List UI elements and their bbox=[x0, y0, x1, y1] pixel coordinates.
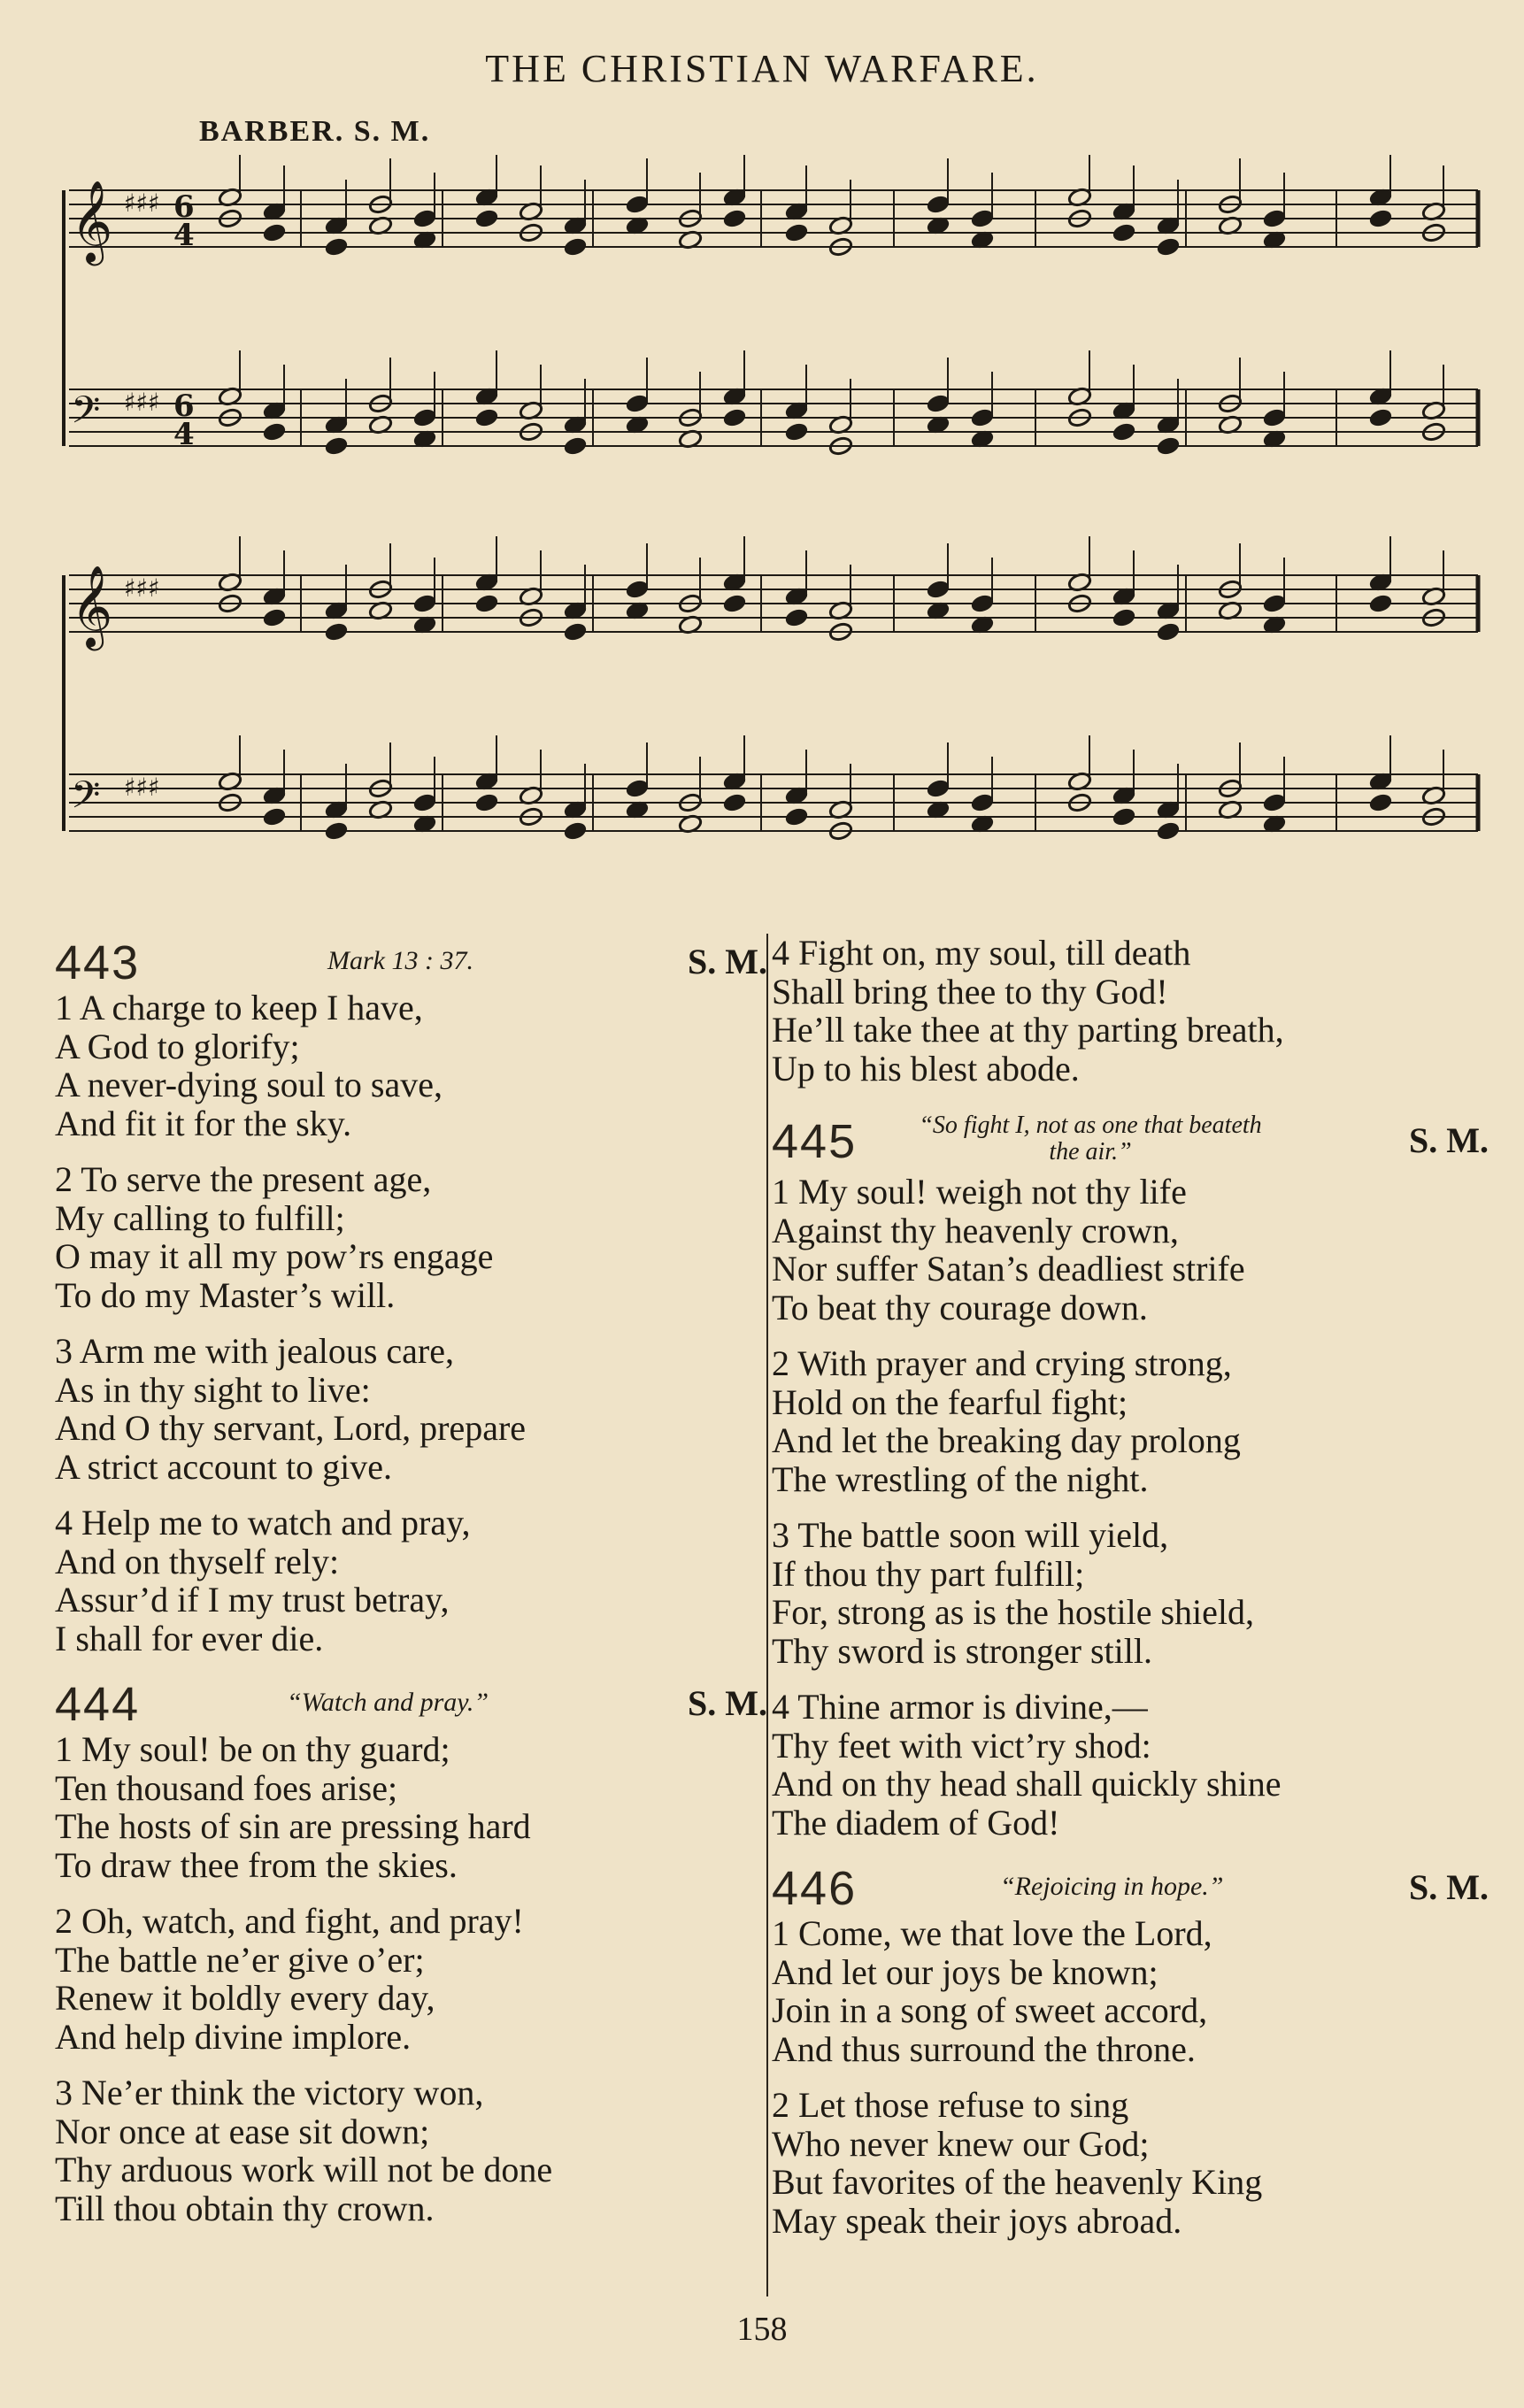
scripture-reference: “Watch and pray.” bbox=[287, 1688, 489, 1717]
verse-line: And fit it for the sky. bbox=[55, 1103, 352, 1143]
time-signature-bottom: 4 bbox=[173, 218, 195, 253]
note-head bbox=[474, 593, 499, 613]
verse-line: But favorites of the heavenly King bbox=[772, 2162, 1263, 2202]
note-head bbox=[625, 778, 650, 798]
verse bbox=[772, 2086, 1489, 2240]
note-head bbox=[563, 236, 588, 257]
verse-line: As in thy sight to live: bbox=[55, 1369, 371, 1410]
verse-line: 1 My soul! be on thy guard; bbox=[55, 1729, 450, 1769]
treble-clef: 𝄞 bbox=[71, 565, 113, 647]
note-head bbox=[970, 792, 995, 812]
note-head bbox=[1368, 208, 1393, 228]
note-head bbox=[926, 393, 951, 413]
note-head bbox=[625, 393, 650, 413]
time-signature-bottom: 4 bbox=[173, 417, 195, 452]
verse-line: And let the breaking day prolong bbox=[772, 1420, 1241, 1460]
verse-line: Thy arduous work will not be done bbox=[55, 2150, 553, 2189]
note-head bbox=[474, 407, 499, 427]
verse-line: Ten thousand foes arise; bbox=[55, 1767, 398, 1808]
verse-line: Hold on the fearful fight; bbox=[772, 1381, 1128, 1422]
note-head bbox=[926, 778, 951, 798]
verse-line: And on thyself rely: bbox=[55, 1541, 340, 1581]
verse-line: O may it all my pow’rs engage bbox=[55, 1236, 494, 1276]
key-signature: ♯♯♯ bbox=[124, 388, 160, 417]
verse-line: Against thy heavenly crown, bbox=[772, 1210, 1179, 1250]
hymn-number: 446 bbox=[772, 1862, 858, 1915]
verse-line: Renew it boldly every day, bbox=[55, 1978, 435, 2018]
verse bbox=[772, 1344, 1489, 1498]
verse-line: Up to his blest abode. bbox=[772, 1048, 1080, 1089]
hymn-443 bbox=[55, 934, 767, 1658]
note-head bbox=[784, 421, 809, 442]
verse-line: The battle ne’er give o’er; bbox=[55, 1939, 425, 1980]
time-signature-top: 6 bbox=[173, 189, 195, 225]
scripture-reference: “Rejoicing in hope.” bbox=[1000, 1872, 1224, 1901]
note-head bbox=[563, 621, 588, 642]
bass-clef: 𝄢 bbox=[71, 389, 101, 442]
note-head bbox=[1262, 208, 1287, 228]
hymn-number: 443 bbox=[55, 936, 141, 989]
note-head bbox=[625, 579, 650, 599]
note-head bbox=[412, 593, 437, 613]
page-title: THE CHRISTIAN WARFARE. bbox=[485, 47, 1039, 90]
note-head bbox=[262, 806, 287, 827]
note-head bbox=[1156, 820, 1181, 841]
verse bbox=[772, 1914, 1489, 2068]
note-head bbox=[1112, 607, 1136, 627]
note-head bbox=[784, 607, 809, 627]
verse bbox=[55, 1902, 767, 2056]
note-head bbox=[563, 435, 588, 456]
verse bbox=[772, 1688, 1489, 1842]
verse-line: To do my Master’s will. bbox=[55, 1274, 396, 1315]
verse-line: He’ll take thee at thy parting breath, bbox=[772, 1010, 1284, 1050]
note-head bbox=[324, 236, 349, 257]
meter-label: S. M. bbox=[688, 1683, 767, 1723]
verse bbox=[55, 1332, 767, 1486]
note-head bbox=[412, 407, 437, 427]
note-head bbox=[1112, 806, 1136, 827]
verse bbox=[55, 2073, 767, 2227]
hymn-445 bbox=[772, 1112, 1489, 1842]
note-head bbox=[474, 208, 499, 228]
note-head bbox=[784, 806, 809, 827]
verse bbox=[772, 1173, 1489, 1327]
verse-line: 2 Let those refuse to sing bbox=[772, 2085, 1129, 2125]
verse bbox=[55, 1504, 767, 1658]
verse-line: The diadem of God! bbox=[772, 1802, 1060, 1843]
note-head bbox=[970, 407, 995, 427]
key-signature: ♯♯♯ bbox=[124, 773, 160, 802]
note-head bbox=[1156, 236, 1181, 257]
note-head bbox=[262, 222, 287, 242]
verse-line: To beat thy courage down. bbox=[772, 1287, 1148, 1327]
note-head bbox=[1368, 593, 1393, 613]
note-head bbox=[722, 593, 747, 613]
note-head bbox=[722, 792, 747, 812]
verse bbox=[55, 989, 767, 1142]
note-head bbox=[1368, 407, 1393, 427]
verse-line: Nor suffer Satan’s deadliest strife bbox=[772, 1249, 1245, 1289]
note-head bbox=[324, 621, 349, 642]
verse-line: If thou thy part fulfill; bbox=[772, 1553, 1085, 1594]
verse-line: Thy sword is stronger still. bbox=[772, 1630, 1152, 1671]
note-head bbox=[474, 792, 499, 812]
meter-label: S. M. bbox=[1409, 1867, 1489, 1907]
verse-line: For, strong as is the hostile shield, bbox=[772, 1592, 1255, 1632]
verse-line: 4 Thine armor is divine,— bbox=[772, 1687, 1148, 1727]
verse-line: My calling to fulfill; bbox=[55, 1197, 345, 1238]
verse bbox=[772, 1516, 1489, 1670]
verse-line: A never-dying soul to save, bbox=[55, 1065, 443, 1104]
verse bbox=[55, 1160, 767, 1314]
verse-continued bbox=[772, 934, 1489, 1088]
verse-line: Join in a song of sweet accord, bbox=[772, 1990, 1208, 2030]
time-signature-top: 6 bbox=[173, 389, 195, 424]
note-head bbox=[412, 792, 437, 812]
note-head bbox=[1156, 435, 1181, 456]
verse-line: May speak their joys abroad. bbox=[772, 2200, 1182, 2241]
treble-clef: 𝄞 bbox=[71, 180, 113, 262]
note-head bbox=[563, 820, 588, 841]
note-head bbox=[1262, 593, 1287, 613]
verse-line: And thus surround the throne. bbox=[772, 2028, 1196, 2069]
note-head bbox=[262, 421, 287, 442]
note-head bbox=[1368, 792, 1393, 812]
meter-label: S. M. bbox=[688, 942, 767, 981]
note-head bbox=[1262, 792, 1287, 812]
verse-line: The hosts of sin are pressing hard bbox=[55, 1806, 531, 1846]
verse-line: To draw thee from the skies. bbox=[55, 1844, 458, 1885]
note-head bbox=[1112, 222, 1136, 242]
meter-label: S. M. bbox=[1409, 1120, 1489, 1160]
note-head bbox=[412, 208, 437, 228]
scripture-reference: Mark 13 : 37. bbox=[327, 946, 473, 975]
verse-line: Till thou obtain thy crown. bbox=[55, 2188, 435, 2228]
verse-line: Assur’d if I my trust betray, bbox=[55, 1580, 450, 1619]
hymn-number: 445 bbox=[772, 1115, 858, 1168]
note-head bbox=[970, 208, 995, 228]
note-head bbox=[625, 194, 650, 214]
hymn-446 bbox=[772, 1859, 1489, 2240]
note-head bbox=[324, 435, 349, 456]
verse-line: A God to glorify; bbox=[55, 1026, 300, 1066]
note-head bbox=[722, 208, 747, 228]
verse-line: And O thy servant, Lord, prepare bbox=[55, 1408, 527, 1448]
key-signature: ♯♯♯ bbox=[124, 188, 160, 218]
note-head bbox=[926, 579, 951, 599]
verse-line: And on thy head shall quickly shine bbox=[772, 1764, 1282, 1804]
verse-line: 1 My soul! weigh not thy life bbox=[772, 1172, 1187, 1212]
right-column bbox=[772, 934, 1489, 2258]
note-head bbox=[1262, 407, 1287, 427]
music-score bbox=[53, 155, 1487, 934]
tune-name: BARBER. S. M. bbox=[199, 115, 431, 148]
note-head bbox=[926, 194, 951, 214]
verse-line: And let our joys be known; bbox=[772, 1951, 1158, 1992]
verse-line: 1 Come, we that love the Lord, bbox=[772, 1913, 1212, 1953]
verse-line: 4 Fight on, my soul, till death bbox=[772, 933, 1191, 973]
note-head bbox=[1112, 421, 1136, 442]
verse-line: Shall bring thee to thy God! bbox=[772, 971, 1168, 1012]
note-head bbox=[970, 593, 995, 613]
verse-line: Nor once at ease sit down; bbox=[55, 2111, 430, 2151]
verse-line: 3 Arm me with jealous care, bbox=[55, 1331, 454, 1371]
note-head bbox=[1156, 621, 1181, 642]
verse-line: The wrestling of the night. bbox=[772, 1458, 1149, 1499]
note-head bbox=[722, 407, 747, 427]
verse-line: I shall for ever die. bbox=[55, 1618, 324, 1658]
verse-line: 1 A charge to keep I have, bbox=[55, 988, 423, 1027]
hymn-number: 444 bbox=[55, 1678, 141, 1731]
note-head bbox=[324, 820, 349, 841]
verse-line: 3 The battle soon will yield, bbox=[772, 1515, 1169, 1555]
verse-line: 3 Ne’er think the victory won, bbox=[55, 2073, 484, 2112]
verse-line: 2 To serve the present age, bbox=[55, 1159, 432, 1199]
verse-line: 4 Help me to watch and pray, bbox=[55, 1503, 471, 1543]
verse-line: Thy feet with vict’ry shod: bbox=[772, 1725, 1151, 1766]
verse-line: 2 With prayer and crying strong, bbox=[772, 1343, 1232, 1383]
hymn-444 bbox=[55, 1675, 767, 2227]
page-number: 158 bbox=[736, 2311, 788, 2348]
verse-line: A strict account to give. bbox=[55, 1446, 393, 1487]
note-head bbox=[784, 222, 809, 242]
note-head bbox=[262, 607, 287, 627]
bass-clef: 𝄢 bbox=[71, 773, 101, 827]
left-column bbox=[55, 934, 767, 2245]
key-signature: ♯♯♯ bbox=[124, 573, 160, 603]
verse-line: And help divine implore. bbox=[55, 2016, 412, 2057]
verse-line: Who never knew our God; bbox=[772, 2123, 1150, 2164]
verse-line: 2 Oh, watch, and fight, and pray! bbox=[55, 1901, 524, 1941]
scripture-reference: “So fight I, not as one that beateth the air.” bbox=[919, 1112, 1262, 1166]
verse bbox=[55, 1730, 767, 1884]
